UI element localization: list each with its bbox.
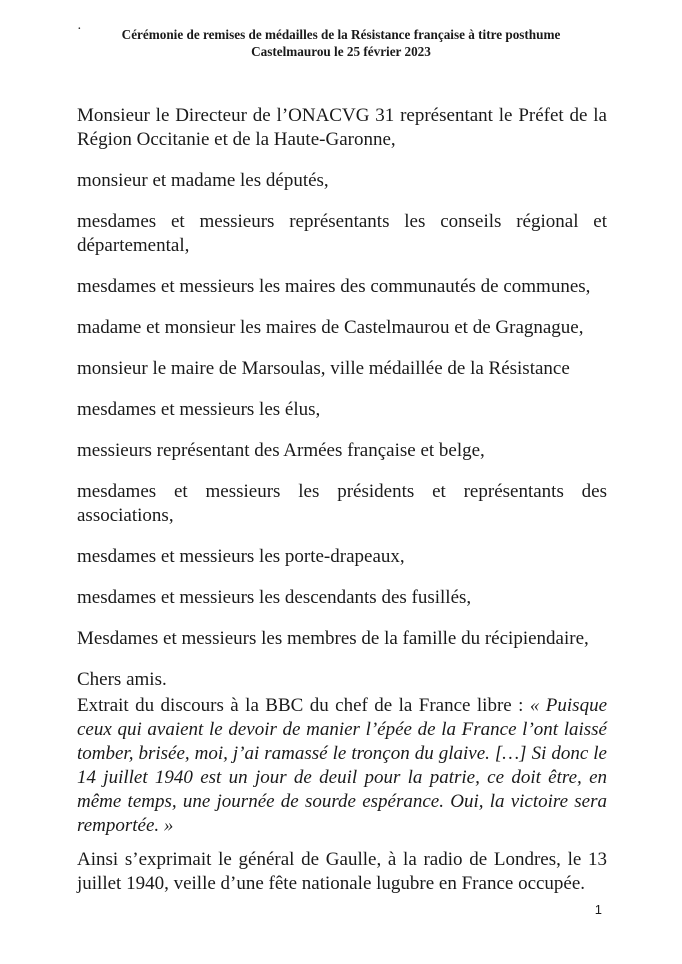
salutation-line: Mesdames et messieurs les membres de la famille du récipiendaire, xyxy=(77,628,589,649)
salutation-line: messieurs représentant des Armées française et belge, xyxy=(77,440,485,461)
document-header xyxy=(60,26,622,60)
salutation-line: mesdames et messieurs les maires des communautés de communes, xyxy=(77,276,591,297)
page-number: 1 xyxy=(594,902,602,917)
salutation-line: monsieur et madame les députés, xyxy=(77,170,329,191)
header-date-place: Castelmaurou le 25 février 2023 xyxy=(251,44,431,59)
salutation-line: mesdames et messieurs les présidents et représentants des associations, xyxy=(77,481,607,526)
salutation-line: madame et monsieur les maires de Castelmaurou et de Gragnague, xyxy=(77,317,584,338)
salutations-list xyxy=(77,104,607,709)
closing-paragraph: Ainsi s’exprimait le général de Gaulle, à la radio de Londres, le 13 juillet 1940, veille d’une fête nationale lugubre en France occupée. xyxy=(77,849,607,894)
salutation-line: mesdames et messieurs représentants les conseils régional et départemental, xyxy=(77,211,607,256)
salutation-line: mesdames et messieurs les descendants des fusillés, xyxy=(77,587,472,608)
header-title: Cérémonie de remises de médailles de la Résistance française à titre posthume xyxy=(121,27,561,42)
speech-extract xyxy=(77,694,607,906)
de-gaulle-quote: « Puisque ceux qui avaient le devoir de manier l’épée de la France l’ont laissé tomber, brisée, moi, j’ai ramassé le tronçon du glaive. […] Si donc le 14 juillet 1940 est un jour de deuil pour la patrie, ce doit être, en même temps, une journée de sourde espérance. Oui, la victoire sera remportée. » xyxy=(77,695,607,836)
salutation-line: Chers amis. xyxy=(77,669,167,690)
salutation-line: Monsieur le Directeur de l’ONACVG 31 représentant le Préfet de la Région Occitanie et de la Haute-Garonne, xyxy=(77,105,607,150)
salutation-line: mesdames et messieurs les porte-drapeaux, xyxy=(77,546,405,567)
margin-mark: · xyxy=(77,22,82,37)
extract-paragraph xyxy=(77,694,607,838)
extract-intro: Extrait du discours à la BBC du chef de la France libre : xyxy=(77,695,530,716)
salutation-line: monsieur le maire de Marsoulas, ville médaillée de la Résistance xyxy=(77,358,570,379)
salutation-line: mesdames et messieurs les élus, xyxy=(77,399,321,420)
